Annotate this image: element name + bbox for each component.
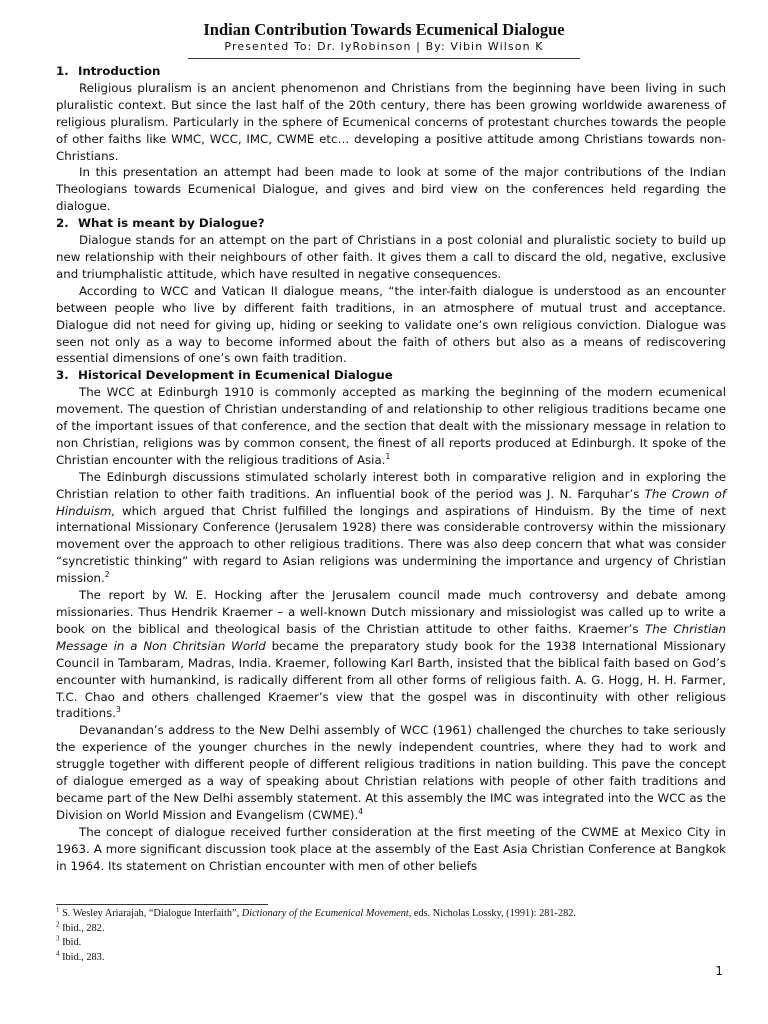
footnote-item: $^1$ S. Wesley Ariarajah, “Dialogue Interfaith”, Dictionary of the Ecumenical Movement, eds. Nicholas Lossky, (1991): 281-282. — [56, 905, 576, 919]
book-title: The Christian Message in a Non Chritsian World — [56, 621, 726, 653]
book-title: The Crown of Hinduism, — [56, 486, 726, 518]
section-heading-history: 3. Historical Development in Ecumenical Dialogue — [56, 368, 393, 383]
footnote-ref[interactable]: 2 — [104, 570, 110, 580]
section-heading-dialogue: 2. What is meant by Dialogue? — [56, 216, 265, 231]
page-number: 1 — [715, 964, 723, 978]
document-title: Indian Contribution Towards Ecumenical Dialogue — [203, 20, 565, 39]
footnote-ref[interactable]: 3 — [115, 705, 121, 715]
paragraph: The concept of dialogue received further consideration at the first meeting of the CWME at Mexico City in 1963. A more significant discussion took place at the assembly of the East Asia Christian Conference at Bangkok in 1964. Its statement on Christian encounter with men of other beliefs — [56, 824, 726, 873]
paragraph: The report by W. E. Hocking after the Jerusalem council made much controversy and debate among missionaries. Thus Hendrik Kraemer – a well-known Dutch missionary and missiologist was called up to write a book on the biblical and theological basis of the Christian attitude to other faiths. Kraemer’s The Christian Message in a Non Chritsian World became the preparatory study book for the 1938 International Missionary Council in Tambaram, Madras, India. Kraemer, following Karl Barth, insisted that the biblical faith based on God’s encounter with humankind, is radically different from all other forms of religious faith. A. G. Hogg, H. H. Farmer, T.C. Chao and others challenged Kraemer’s view that the gospel was in discontinuity with other religious traditions.$^3$ — [56, 588, 726, 721]
paragraph: Devanandan’s address to the New Delhi assembly of WCC (1961) challenged the churches to take seriously the experience of the younger churches in the newly independent countries, where they had to work and struggle together with different people of different religious traditions in nation building. This pave the concept of dialogue emerged as a way of speaking about Christian relations with people of other faith traditions and became part of the New Delhi assembly statement. At this assembly the IMC was integrated into the WCC as the Division on World Mission and Evangelism (CWME).$^4$ — [56, 723, 726, 822]
paragraph: The Edinburgh discussions stimulated scholarly interest both in comparative religion and in exploring the Christian relation to other faith traditions. An influential book of the period was J. N. Farquhar’s The Crown of Hinduism, which argued that Christ fulfilled the longings and aspirations of Hinduism. By the time of next international Missionary Conference (Jerusalem 1928) there was considerable controversy within the missionary movement over the approach to other religious traditions. There was also deep concern that what was consider “syncretistic thinking” with regard to Asian religions was undermining the importance and urgency of Christian mission.$^2$ — [56, 469, 726, 586]
footnote-ref[interactable]: 1 — [385, 451, 391, 461]
section-heading-introduction: 1. Introduction — [56, 64, 161, 78]
footnotes — [56, 907, 736, 965]
footnote-item: $^3$ Ibid. — [56, 934, 82, 949]
title-divider — [188, 58, 580, 59]
paragraph: In this presentation an attempt had been made to look at some of the major contributions of the Indian Theologians towards Ecumenical Dialogue, and gives and bird view on the conferences held regarding the dialogue. — [56, 165, 726, 214]
footnote-item: $^2$ Ibid., 282. — [56, 920, 105, 934]
footnote-divider — [56, 904, 268, 905]
paragraph: Dialogue stands for an attempt on the part of Christians in a post colonial and pluralistic society to build up new relationship with their neighbours of other faith. It gives them a call to discard the old, negative, exclusive and triumphalistic attitude, which have resulted in negative consequences. — [56, 233, 726, 281]
footnote-ref[interactable]: 4 — [358, 806, 364, 816]
paragraph: The WCC at Edinburgh 1910 is commonly accepted as marking the beginning of the modern ecumenical movement. The question of Christian understanding of and relationship to other religious traditions became one of the important issues of that conference, and the section that dealt with the missionary message in relation to non Christian, religions was by common consent, the finest of all reports produced at Edinburgh. It spoke of the Christian encounter with the religious traditions of Asia.$^1$ — [56, 385, 726, 467]
document-body — [56, 63, 726, 875]
footnote-item: $^4$ Ibid., 283. — [56, 949, 105, 963]
document-subtitle: Presented To: Dr. IyRobinson | By: Vibin Wilson K — [224, 40, 544, 53]
paragraph: Religious pluralism is an ancient phenomenon and Christians from the beginning have been living in such pluralistic context. But since the last half of the 20th century, there has been growing worldwide awareness of religious pluralism. Particularly in the sphere of Ecumenical concerns of protestant churches towards the people of other faiths like WMC, WCC, IMC, CWME etc… developing a positive attitude among Christians towards non-Christians. — [56, 80, 726, 163]
paragraph: According to WCC and Vatican II dialogue means, “the inter-faith dialogue is understood as an encounter between people who live by different faith traditions, in an atmosphere of mutual trust and acceptance. Dialogue did not need for giving up, hiding or seeking to validate one’s own religious conviction. Dialogue was seen not only as a way to become informed about the faith of others but also as a means of rediscovering essential dimensions of one’s own faith tradition. — [56, 283, 726, 366]
